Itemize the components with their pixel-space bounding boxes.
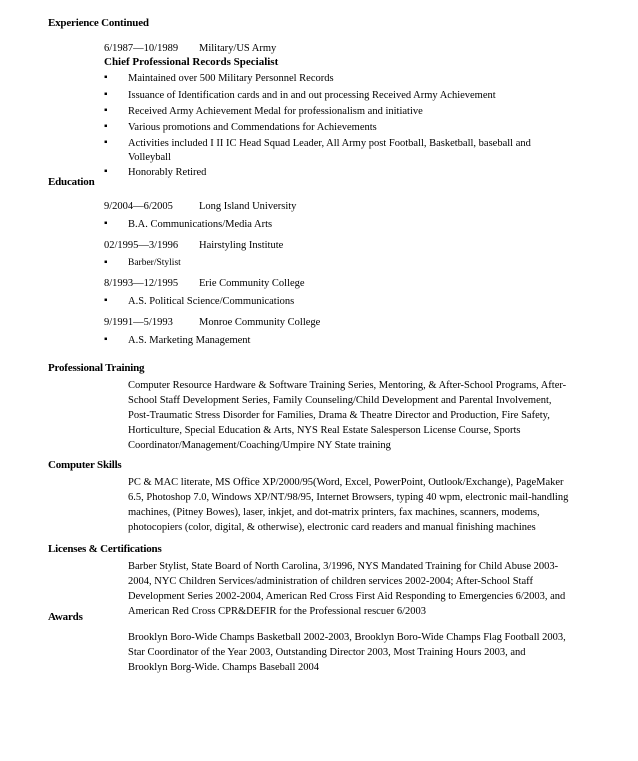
experience-org: Military/US Army (199, 43, 277, 54)
education-dates: 9/2004—6/2005 (104, 201, 173, 212)
bullet-icon: ▪ (104, 121, 108, 132)
licenses-line: American Red Cross CPR&DEFIR for the Professional rescuer 6/2003 (128, 606, 427, 617)
computer-line: 6.5, Photoshop 7.0, Windows XP/NT/98/95, Internet Browsers, typing 40 wpm, electronic mail-handling (128, 492, 569, 503)
bullet-icon: ▪ (104, 137, 108, 148)
education-degree: B.A. Communications/Media Arts (128, 219, 273, 230)
experience-bullet-continued: Volleyball (128, 152, 171, 163)
licenses-line: Barber Stylist, State Board of North Carolina, 3/1996, NYS Mandated Training for Child Abuse 2003- (128, 561, 559, 572)
experience-bullet: Maintained over 500 Military Personnel Records (128, 73, 334, 84)
experience-bullet: Activities included I II IC Head Squad Leader, All Army post Football, Basketball, baseball and (128, 138, 531, 149)
training-heading: Professional Training (48, 362, 145, 374)
awards-line: Brooklyn Borg-Wide. Champs Baseball 2004 (128, 662, 319, 673)
experience-bullet: Honorably Retired (128, 167, 207, 178)
licenses-line: Development Series 2002-2004, American Red Cross First Aid Responding to Emergencies 6/2003, and (128, 591, 566, 602)
experience-title: Chief Professional Records Specialist (104, 56, 279, 68)
education-dates: 9/1991—5/1993 (104, 317, 173, 328)
bullet-icon: ▪ (104, 89, 108, 100)
licenses-line: 2004, NYC Children Services/administration of children services 2002-2004; After-School Staff (128, 576, 533, 587)
education-heading: Education (48, 176, 95, 188)
education-degree: A.S. Political Science/Communications (128, 296, 295, 307)
bullet-icon: ▪ (104, 72, 108, 83)
computer-line: PC & MAC literate, MS Office XP/2000/95(Word, Excel, PowerPoint, Outlook/Exchange), PageMaker (128, 477, 564, 488)
education-school: Erie Community College (199, 278, 305, 289)
awards-line: Brooklyn Boro-Wide Champs Basketball 2002-2003, Brooklyn Boro-Wide Champs Flag Football 2003, (128, 632, 566, 643)
training-line: Computer Resource Hardware & Software Training Series, Mentoring, & After-School Programs, After- (128, 380, 567, 391)
computer-line: photocopiers (color, digital, & otherwise), electronic card readers and manual finishing machines (128, 522, 536, 533)
licenses-heading: Licenses & Certifications (48, 543, 162, 555)
education-degree: Barber/Stylist (128, 258, 181, 268)
education-degree: A.S. Marketing Management (128, 335, 251, 346)
education-dates: 02/1995—3/1996 (104, 240, 179, 251)
training-line: Coordinator/Management/Coaching/Umpire NY State training (128, 440, 391, 451)
experience-bullet: Various promotions and Commendations for Achievements (128, 122, 377, 133)
awards-heading: Awards (48, 611, 83, 623)
education-school: Monroe Community College (199, 317, 321, 328)
education-school: Long Island University (199, 201, 297, 212)
experience-bullet: Issuance of Identification cards and in and out processing Received Army Achievement (128, 90, 496, 101)
education-school: Hairstyling Institute (199, 240, 284, 251)
training-line: School Staff Development Series, Family Counseling/Child Development and Parental Involvement, (128, 395, 552, 406)
bullet-icon: ▪ (104, 105, 108, 116)
bullet-icon: ▪ (104, 334, 108, 345)
experience-bullet: Received Army Achievement Medal for professionalism and initiative (128, 106, 423, 117)
awards-line: Star Coordinator of the Year 2003, Outstanding Director 2003, Most Training Hours 2003, and (128, 647, 526, 658)
bullet-icon: ▪ (104, 166, 108, 177)
bullet-icon: ▪ (104, 257, 108, 268)
training-line: Post-Traumatic Stress Disorder for Families, Drama & Theatre Director and Production, Fire Safety, (128, 410, 550, 421)
bullet-icon: ▪ (104, 218, 108, 229)
education-dates: 8/1993—12/1995 (104, 278, 179, 289)
computer-line: machines, (Pitney Bowes), laser, inkjet, and dot-matrix printers, fax machines, scanners, modems, (128, 507, 540, 518)
computer-heading: Computer Skills (48, 459, 122, 471)
bullet-icon: ▪ (104, 295, 108, 306)
experience-heading: Experience Continued (48, 17, 149, 29)
training-line: Horticulture, Special Education & Arts, NYS Real Estate Salesperson License Course, Sports (128, 425, 521, 436)
experience-dates: 6/1987—10/1989 (104, 43, 179, 54)
